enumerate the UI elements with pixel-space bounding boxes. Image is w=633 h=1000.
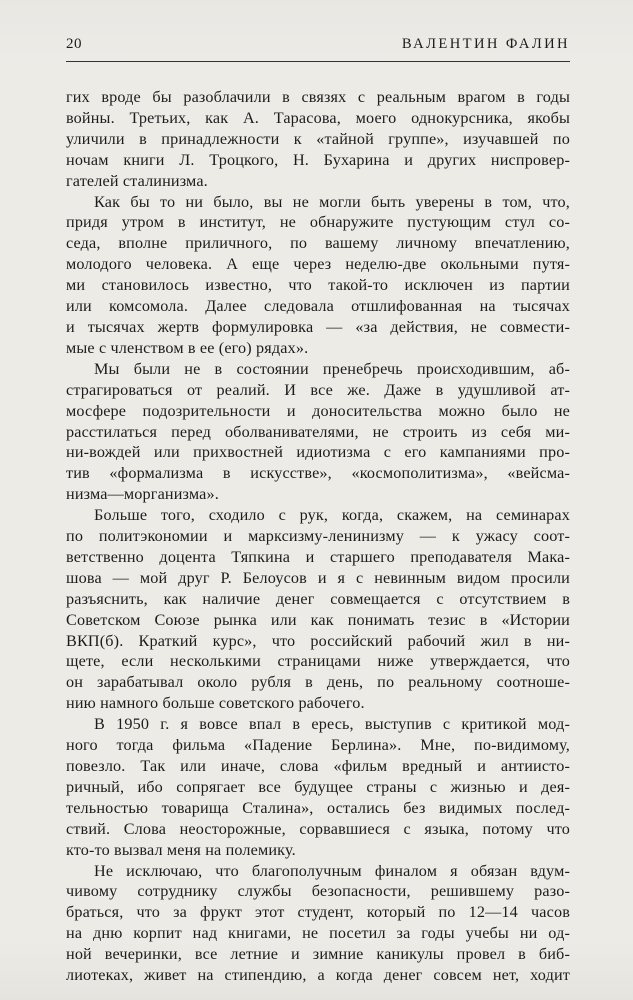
text-line: Не исключаю, что благополучным финалом я обязан вдум- [94, 861, 570, 880]
text-block [66, 87, 570, 986]
text-line: уличили в принадлежности к «тайной группе», изучавшей по [66, 129, 570, 148]
text-line: лиотеках, живет на стипендию, а когда денег совсем нет, ходит [66, 966, 570, 985]
text-line: мые с членством в ее (его) рядах». [66, 338, 309, 357]
text-line: браться, что за фрукт этот студент, который по 12—14 часов [66, 903, 570, 922]
text-line: ветственно доцента Тяпкина и старшего преподавателя Мака- [66, 547, 570, 566]
running-header [66, 36, 570, 62]
paragraph [66, 714, 570, 860]
text-line: гих вроде бы разоблачили в связях с реальным врагом в годы [66, 88, 570, 106]
text-line: придя утром в институт, не обнаружите пустующим стул со- [66, 213, 570, 232]
text-line: кто-то вызвал меня на полемику. [66, 840, 296, 859]
text-line: ной вечеринки, все летние и зимние каникулы провел в биб- [66, 945, 570, 964]
text-line: нию намного больше советского рабочего. [66, 694, 365, 713]
text-line: по политэкономии и марксизму-ленинизму — к ужасу соот- [66, 527, 570, 546]
text-line: разъяснить, как наличие денег совмещается с отсутствием в [66, 589, 570, 608]
text-line: и тысячах жертв формулировка — «за действия, не совмести- [66, 317, 570, 336]
text-line: Мы были не в состоянии пренебречь происходившим, аб- [94, 359, 570, 378]
text-line: щете, если несколькими страницами ниже утверждается, что [66, 652, 570, 671]
text-line: Советском Союзе рынка или как понимать тезис в «Истории [66, 610, 570, 629]
text-line: седа, вполне приличного, по вашему личному впечатлению, [66, 234, 570, 253]
text-line: тив «формализма в искусстве», «космополитизма», «вейсма- [66, 464, 570, 483]
text-line: мосфере подозрительности и доносительства можно было не [66, 401, 570, 420]
text-line: молодого человека. А еще через неделю-две окольными путя- [66, 255, 570, 274]
text-line: ствий. Слова неосторожные, сорвавшиеся с языка, потому что [66, 819, 570, 838]
paragraph [66, 359, 570, 505]
text-line: ми становилось известно, что такой-то исключен из партии [66, 276, 570, 295]
text-line: В 1950 г. я вовсе впал в ересь, выступив с критикой мод- [94, 715, 570, 734]
text-line: войны. Третьих, как А. Тарасова, моего однокурсника, якобы [66, 108, 570, 127]
text-line: гателей сталинизма. [66, 171, 208, 190]
paragraph [66, 505, 570, 714]
text-line: страгироваться от реалий. И все же. Даже в удушливой ат- [66, 380, 570, 399]
running-header-author: ВАЛЕНТИН ФАЛИН [401, 36, 570, 52]
paragraph [66, 87, 570, 192]
text-line: ни-вождей или прихвостней идиотизма с его кампаниями про- [66, 443, 570, 462]
paragraph [66, 861, 570, 986]
text-line: ВКП(б). Краткий курс», что российский рабочий жил в ни- [66, 631, 570, 650]
text-line: тельностью товарища Сталина», остались без видимых послед- [66, 798, 570, 817]
text-line: шова — мой друг Р. Белоусов и я с невинным видом просили [66, 568, 570, 587]
text-line: повезло. Так или иначе, слова «фильм вредный и антиисто- [66, 757, 570, 775]
text-line: расстилаться перед оболванивателями, не строить из себя ми- [66, 422, 570, 441]
text-line: низма—морганизма». [66, 485, 219, 504]
paragraph [66, 192, 570, 359]
text-line: ричный, ибо сопрягает все будущее страны с жизнью и дея- [66, 777, 570, 796]
text-line: на дню корпит над книгами, не посетил за годы учебы ни од- [66, 924, 570, 943]
page-number: 20 [66, 36, 82, 52]
text-line: Больше того, сходило с рук, когда, скажем, на семинарах [94, 506, 570, 525]
text-line: Как бы то ни было, вы не могли быть уверены в том, что, [94, 192, 570, 211]
text-line: он зарабатывал около рубля в день, по реальному соотноше- [66, 673, 570, 692]
text-line: чивому сотруднику службы безопасности, решившему разо- [66, 882, 570, 901]
text-line: ного тогда фильма «Падение Берлина». Мне, по-видимому, [66, 736, 570, 755]
text-line: ночам книги Л. Троцкого, Н. Бухарина и других ниспровер- [66, 150, 570, 169]
text-line: или комсомола. Далее следовала отшлифованная на тысячах [66, 297, 570, 316]
